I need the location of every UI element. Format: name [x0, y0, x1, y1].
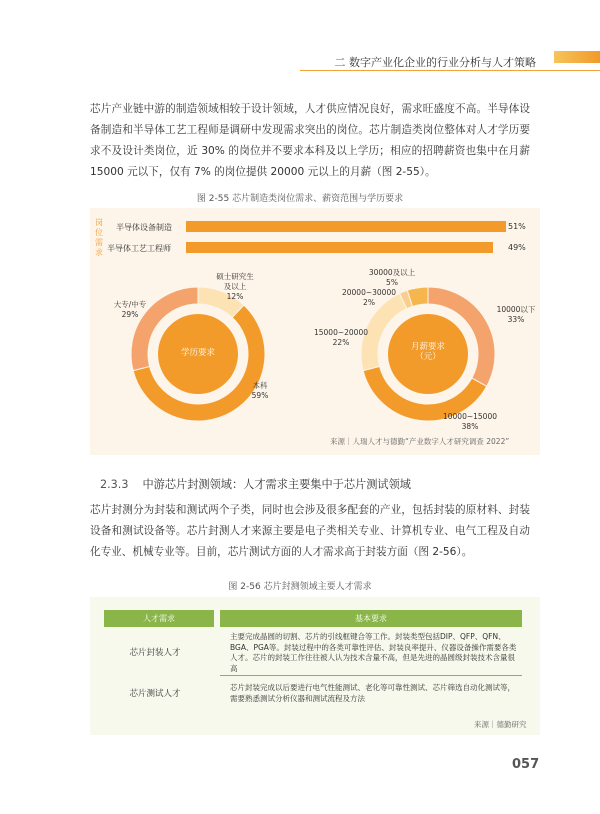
table-row-name: 芯片测试人才 — [129, 689, 181, 699]
salary-donut-center: 月薪要求 （元） — [410, 342, 445, 362]
bar-group-label: 岗位需求 — [95, 218, 103, 257]
section-number: 2.3.3 — [100, 478, 129, 491]
education-donut-center: 学历要求 — [180, 348, 215, 358]
label-15k-20k: 15000~20000 22% — [313, 328, 368, 347]
running-header: 二 数字产业化企业的行业分析与人才策略 — [334, 56, 536, 69]
table-row-desc: 芯片封装完成以后要进行电气性能测试、老化等可靠性测试、芯片筛选自动化测试等，需要熟悉测试分析仪器和测试流程及方法 — [230, 683, 515, 703]
label-30k-up: 30000及以上 5% — [368, 268, 416, 287]
figure-caption-2-56: 图 2-56 芯片封测领域主要人才需求 — [228, 582, 372, 592]
figure-source-2-56: 来源｜德勤研究 — [474, 720, 527, 729]
table-header-demand: 人才需求 — [104, 610, 214, 627]
header-accent-bar — [554, 51, 600, 63]
figure-source-2-55: 来源｜人瑞人才与德勤“产业数字人才研究调查 2022” — [330, 437, 510, 446]
page-number: 057 — [512, 757, 540, 772]
bar-label-process: 半导体工艺工程师 — [107, 244, 171, 253]
table-row-name: 芯片封装人才 — [129, 648, 181, 658]
bar-value-process: 49% — [508, 243, 526, 252]
body-paragraph-1: 芯片产业链中游的制造领域相较于设计领域，人才供应情况良好，需求旺盛度不高。半导体设备制造和半导体工艺工程师是调研中发现需求突出的岗位。芯片制造类岗位整体对人才学历要求不及设计类岗位，近 30% 的岗位并不要求本科及以上学历；相应的招聘薪资也集中在月薪 15000 元以下，仅有 7% 的岗位提供 20000 元以上的月薪（图 2-55）。 — [90, 103, 530, 178]
section-title-text: 中游芯片封测领域：人才需求主要集中于芯片测试领域 — [142, 478, 411, 491]
figure-caption-2-55: 图 2-55 芯片制造类岗位需求、薪资范围与学历要求 — [196, 194, 404, 204]
body-paragraph-2: 芯片封测分为封装和测试两个子类，同时也会涉及很多配套的产业，包括封装的原材料、封装设备和测试设备等。芯片封测人才来源主要是电子类相关专业、计算机专业、电气工程及自动化专业、机械专业等。目前，芯片测试方面的人才需求高于封装方面（图 2-56）。 — [90, 504, 530, 558]
section-heading — [100, 476, 411, 492]
header-rule — [300, 70, 600, 71]
label-20k-30k: 20000~30000 2% — [341, 288, 396, 307]
label-college: 大专/中专 29% — [113, 300, 147, 319]
table-row-desc: 主要完成晶圆的切割、芯片的引线框键合等工作。封装类型包括DIP、QFP、QFN、BGA、PGA等。封装过程中的各类可靠性评估、封装良率提升、仪器设备操作需要各类人才。芯片的封装工作往往被人认为技术含量不高，但是先进的晶圆级封装技术含量很高 — [230, 632, 517, 673]
bar-label-equipment: 半导体设备制造 — [116, 223, 172, 232]
label-below-10k: 10000以下 33% — [496, 305, 536, 324]
label-10k-15k: 10000~15000 38% — [442, 412, 497, 431]
label-master: 硕士研究生 及以上 12% — [216, 272, 254, 301]
table-header-requirement: 基本要求 — [220, 610, 522, 627]
table-row-divider — [220, 675, 522, 676]
bar-value-equipment: 51% — [508, 222, 526, 231]
label-bachelor: 本科 59% — [251, 381, 269, 400]
